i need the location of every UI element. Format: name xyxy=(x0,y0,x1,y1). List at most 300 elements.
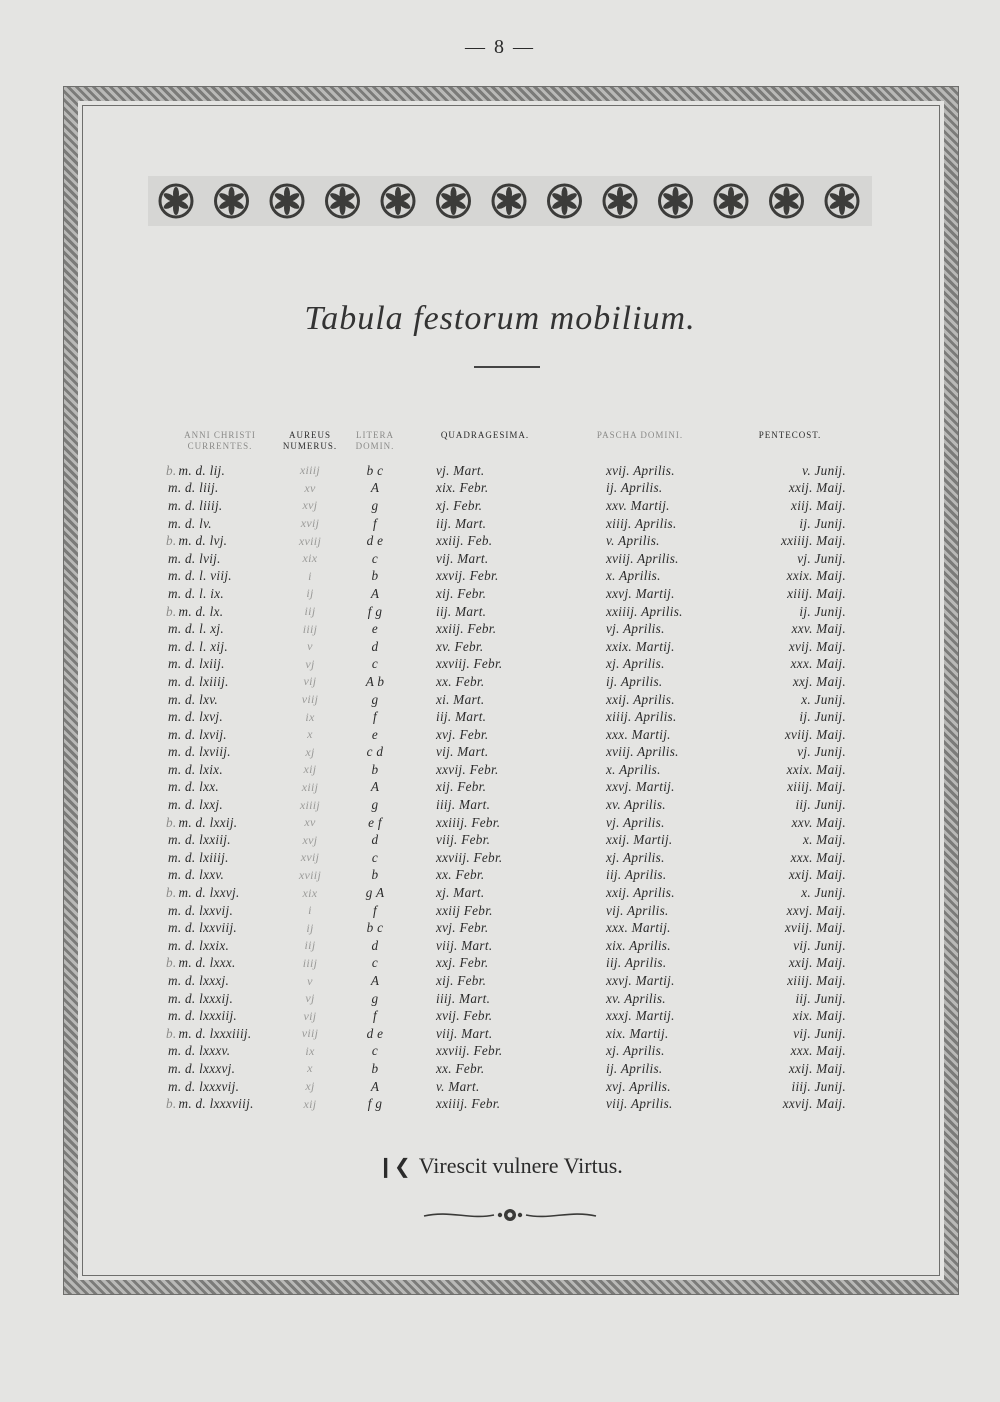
golden-number-cell: xv xyxy=(304,815,316,830)
year-label: m. d. l. xij. xyxy=(168,638,228,654)
table-row xyxy=(160,497,860,515)
year-label: m. d. lxv. xyxy=(168,691,218,707)
golden-number-cell: xij xyxy=(303,762,317,777)
pentecost-cell: iij. Junij. xyxy=(795,990,846,1006)
pentecost-cell: ij. Junij. xyxy=(799,603,846,619)
easter-cell: vij. Aprilis. xyxy=(606,902,669,918)
quadragesima-cell: xxvij. Febr. xyxy=(436,761,499,777)
pentecost-cell: ij. Junij. xyxy=(799,709,846,725)
movable-feasts-table xyxy=(160,430,860,1113)
golden-number-cell: ij xyxy=(306,586,314,601)
table-row xyxy=(160,1060,860,1078)
quadragesima-cell: xx. Febr. xyxy=(436,673,485,689)
easter-cell: xxvj. Martij. xyxy=(606,585,675,601)
quadragesima-cell: xxviij. Febr. xyxy=(436,849,503,865)
golden-number-cell: xvj xyxy=(302,832,318,847)
dominical-letter-cell: b xyxy=(371,568,379,584)
year-label: m. d. lxvij. xyxy=(168,726,227,742)
pentecost-cell: xxx. Maij. xyxy=(790,849,846,865)
motto-text: Virescit vulnere Virtus. xyxy=(418,1153,623,1178)
easter-cell: xxv. Martij. xyxy=(606,497,670,513)
dominical-letter-cell: d xyxy=(371,832,379,848)
dominical-letter-cell: f xyxy=(373,902,377,918)
year-cell xyxy=(160,462,280,480)
quadragesima-cell: xxviij. Febr. xyxy=(436,1043,503,1059)
year-cell xyxy=(160,497,280,515)
year-label: m. d. lvij. xyxy=(168,550,221,566)
header-quadragesima: QUADRAGESIMA. xyxy=(440,430,530,440)
easter-cell: xxx. Martij. xyxy=(606,920,671,936)
table-row xyxy=(160,761,860,779)
pentecost-cell: xiij. Maij. xyxy=(791,497,846,513)
easter-cell: xvj. Aprilis. xyxy=(606,1078,671,1094)
table-row xyxy=(160,972,860,990)
dominical-letter-cell: d xyxy=(371,937,379,953)
pentecost-cell: xiiij. Maij. xyxy=(787,973,846,989)
table-row xyxy=(160,568,860,586)
year-cell xyxy=(160,585,280,603)
year-cell xyxy=(160,550,280,568)
pentecost-cell: xiiij. Maij. xyxy=(787,585,846,601)
easter-cell: xix. Aprilis. xyxy=(606,937,671,953)
easter-cell: iij. Aprilis. xyxy=(606,867,667,883)
table-row xyxy=(160,603,860,621)
pentecost-cell: xxvj. Maij. xyxy=(786,902,846,918)
page-number: — 8 — xyxy=(465,36,535,58)
pentecost-cell: xxx. Maij. xyxy=(790,656,846,672)
dominical-letter-cell: e xyxy=(371,621,379,637)
table-row xyxy=(160,480,860,498)
golden-number-cell: v xyxy=(307,639,313,654)
table-row xyxy=(160,1025,860,1043)
year-cell xyxy=(160,726,280,744)
page-title: Tabula festorum mobilium. xyxy=(304,300,696,337)
bissextile-mark: b. xyxy=(166,1025,177,1041)
pentecost-cell: iij. Junij. xyxy=(795,797,846,813)
year-cell xyxy=(160,1043,280,1061)
closing-flourish xyxy=(420,1206,600,1224)
pentecost-cell: xxj. Maij. xyxy=(792,673,846,689)
year-label: m. d. lij. xyxy=(178,462,226,478)
year-cell xyxy=(160,796,280,814)
quadragesima-cell: xij. Febr. xyxy=(436,585,487,601)
pentecost-cell: xxix. Maij. xyxy=(786,568,846,584)
year-label: m. d. liij. xyxy=(168,480,219,496)
dominical-letter-cell: f g xyxy=(367,603,383,619)
dominical-letter-cell: A xyxy=(370,585,380,601)
dominical-letter-cell: b c xyxy=(366,920,384,936)
pentecost-cell: vij. Junij. xyxy=(793,1025,846,1041)
quadragesima-cell: vij. Mart. xyxy=(436,744,489,760)
table-row xyxy=(160,1078,860,1096)
year-label: m. d. lxiiij. xyxy=(168,849,229,865)
quadragesima-cell: xi. Mart. xyxy=(436,691,485,707)
golden-number-cell: i xyxy=(308,903,312,918)
year-label: m. d. lxxix. xyxy=(168,937,230,953)
pentecost-cell: xxv. Maij. xyxy=(791,621,846,637)
dominical-letter-cell: g xyxy=(371,990,379,1006)
quadragesima-cell: xx. Febr. xyxy=(436,867,485,883)
year-label: m. d. lxxxvij. xyxy=(168,1078,240,1094)
dominical-letter-cell: A b xyxy=(365,673,385,689)
easter-cell: xvij. Aprilis. xyxy=(606,462,675,478)
year-label: m. d. lxxxij. xyxy=(168,990,234,1006)
year-label: m. d. lxxxiij. xyxy=(168,1008,238,1024)
table-row xyxy=(160,638,860,656)
easter-cell: ij. Aprilis. xyxy=(606,480,663,496)
table-row xyxy=(160,462,860,480)
golden-number-cell: xij xyxy=(303,1096,317,1111)
header-easter: PASCHA DOMINI. xyxy=(596,430,684,440)
table-row xyxy=(160,620,860,638)
easter-cell: xviij. Aprilis. xyxy=(606,744,679,760)
pentecost-cell: xxij. Maij. xyxy=(788,1060,846,1076)
golden-number-cell: x xyxy=(307,1061,313,1076)
golden-number-cell: xviij xyxy=(298,867,322,882)
header-golden-number: AUREUS NUMERUS. xyxy=(282,430,338,451)
year-cell xyxy=(160,814,280,832)
easter-cell: xxiiij. Aprilis. xyxy=(606,603,683,619)
year-label: m. d. lxxxiiij. xyxy=(178,1025,252,1041)
dominical-letter-cell: g xyxy=(371,497,379,513)
golden-number-cell: xiiij xyxy=(299,797,321,812)
quadragesima-cell: xij. Febr. xyxy=(436,779,487,795)
easter-cell: xv. Aprilis. xyxy=(606,990,666,1006)
dominical-letter-cell: A xyxy=(370,480,380,496)
easter-cell: xiiij. Aprilis. xyxy=(606,709,677,725)
year-cell xyxy=(160,568,280,586)
bissextile-mark: b. xyxy=(166,1096,177,1112)
year-label: m. d. lxxxv. xyxy=(168,1043,231,1059)
golden-number-cell: ix xyxy=(305,1043,315,1058)
pentecost-cell: x. Junij. xyxy=(801,691,846,707)
year-cell xyxy=(160,691,280,709)
pentecost-cell: xviij. Maij. xyxy=(784,920,846,936)
dominical-letter-cell: A xyxy=(370,779,380,795)
pentecost-cell: xvij. Maij. xyxy=(788,638,846,654)
pentecost-cell: xxix. Maij. xyxy=(786,761,846,777)
quadragesima-cell: xj. Mart. xyxy=(436,885,485,901)
easter-cell: iij. Aprilis. xyxy=(606,955,667,971)
easter-cell: v. Aprilis. xyxy=(606,533,660,549)
easter-cell: xiiij. Aprilis. xyxy=(606,515,677,531)
bissextile-mark: b. xyxy=(166,814,177,830)
table-row xyxy=(160,955,860,973)
header-dominical-letter: LITERA DOMIN. xyxy=(355,430,395,451)
year-label: m. d. lxix. xyxy=(168,761,223,777)
table-row xyxy=(160,1043,860,1061)
dominical-letter-cell: c xyxy=(371,550,379,566)
pentecost-cell: xxij. Maij. xyxy=(788,867,846,883)
golden-number-cell: xiiij xyxy=(299,463,321,478)
year-cell xyxy=(160,656,280,674)
easter-cell: xxij. Aprilis. xyxy=(606,885,675,901)
table-row xyxy=(160,726,860,744)
year-cell xyxy=(160,849,280,867)
table-row xyxy=(160,867,860,885)
quadragesima-cell: xvj. Febr. xyxy=(436,726,489,742)
quadragesima-cell: xxiij. Feb. xyxy=(436,533,493,549)
quadragesima-cell: xvj. Febr. xyxy=(436,920,489,936)
pentecost-cell: xviij. Maij. xyxy=(784,726,846,742)
golden-number-cell: vj xyxy=(305,991,315,1006)
easter-cell: viij. Aprilis. xyxy=(606,1096,673,1112)
floral-ornament-band xyxy=(148,176,872,226)
table-row xyxy=(160,691,860,709)
pilcrow-icon: ❙❮ xyxy=(377,1154,411,1178)
year-label: m. d. lxxj. xyxy=(168,797,223,813)
year-cell xyxy=(160,532,280,550)
year-cell xyxy=(160,902,280,920)
year-label: m. d. lxxxj. xyxy=(168,973,230,989)
quadragesima-cell: xv. Febr. xyxy=(436,638,484,654)
year-label: m. d. lx. xyxy=(178,603,224,619)
table-row xyxy=(160,831,860,849)
quadragesima-cell: xj. Febr. xyxy=(436,497,483,513)
quadragesima-cell: xxj. Febr. xyxy=(436,955,489,971)
quadragesima-cell: iiij. Mart. xyxy=(436,990,491,1006)
dominical-letter-cell: A xyxy=(370,1078,380,1094)
pentecost-cell: xxx. Maij. xyxy=(790,1043,846,1059)
golden-number-cell: xv xyxy=(304,480,316,495)
golden-number-cell: xvij xyxy=(300,850,320,865)
golden-number-cell: xvij xyxy=(300,516,320,531)
dominical-letter-cell: g A xyxy=(365,885,385,901)
golden-number-cell: iij xyxy=(304,604,316,619)
easter-cell: x. Aprilis. xyxy=(606,568,661,584)
dominical-letter-cell: b c xyxy=(366,462,384,478)
easter-cell: xj. Aprilis. xyxy=(606,656,665,672)
year-label: m. d. lxxiij. xyxy=(168,832,231,848)
golden-number-cell: xvj xyxy=(302,498,318,513)
easter-cell: xj. Aprilis. xyxy=(606,849,665,865)
year-label: m. d. lxxij. xyxy=(178,814,238,830)
dominical-letter-cell: f xyxy=(373,1008,377,1024)
quadragesima-cell: iij. Mart. xyxy=(436,709,487,725)
title-rule xyxy=(474,366,540,368)
golden-number-cell: xj xyxy=(305,744,315,759)
year-cell xyxy=(160,620,280,638)
year-label: m. d. lxxvj. xyxy=(178,885,240,901)
table-row xyxy=(160,990,860,1008)
year-cell xyxy=(160,919,280,937)
golden-number-cell: ix xyxy=(305,709,315,724)
quadragesima-cell: xxiij. Febr. xyxy=(436,621,497,637)
golden-number-cell: iiij xyxy=(302,621,318,636)
pentecost-cell: x. Junij. xyxy=(801,885,846,901)
year-cell xyxy=(160,990,280,1008)
dominical-letter-cell: d e xyxy=(366,1025,384,1041)
table-row xyxy=(160,902,860,920)
table-row xyxy=(160,814,860,832)
dominical-letter-cell: e xyxy=(371,726,379,742)
header-years: ANNI CHRISTI CURRENTES. xyxy=(184,430,256,451)
pentecost-cell: xxij. Maij. xyxy=(788,480,846,496)
year-cell xyxy=(160,1007,280,1025)
table-row xyxy=(160,532,860,550)
year-label: m. d. lxviij. xyxy=(168,744,231,760)
year-cell xyxy=(160,972,280,990)
table-row xyxy=(160,515,860,533)
year-cell xyxy=(160,779,280,797)
quadragesima-cell: xxvij. Febr. xyxy=(436,568,499,584)
year-label: m. d. liiij. xyxy=(168,497,223,513)
quadragesima-cell: xxiiij. Febr. xyxy=(436,1096,501,1112)
year-label: m. d. lxx. xyxy=(168,779,219,795)
quadragesima-cell: iij. Mart. xyxy=(436,515,487,531)
easter-cell: xxx. Martij. xyxy=(606,726,671,742)
golden-number-cell: vij xyxy=(303,1008,317,1023)
golden-number-cell: i xyxy=(308,568,312,583)
quadragesima-cell: v. Mart. xyxy=(436,1078,480,1094)
year-cell xyxy=(160,1025,280,1043)
pentecost-cell: xxvij. Maij. xyxy=(782,1096,846,1112)
pentecost-cell: xxv. Maij. xyxy=(791,814,846,830)
table-row xyxy=(160,744,860,762)
dominical-letter-cell: c xyxy=(371,1043,379,1059)
year-label: m. d. lvj. xyxy=(178,533,228,549)
table-row xyxy=(160,937,860,955)
quadragesima-cell: vj. Mart. xyxy=(436,462,485,478)
year-cell xyxy=(160,831,280,849)
golden-number-cell: ij xyxy=(306,920,314,935)
golden-number-cell: vij xyxy=(303,674,317,689)
dominical-letter-cell: f xyxy=(373,515,377,531)
golden-number-cell: iij xyxy=(304,938,316,953)
quadragesima-cell: vij. Mart. xyxy=(436,550,489,566)
easter-cell: xxvj. Martij. xyxy=(606,973,675,989)
table-row xyxy=(160,585,860,603)
year-label: m. d. lxvj. xyxy=(168,709,223,725)
quadragesima-cell: xxviij. Febr. xyxy=(436,656,503,672)
year-label: m. d. lv. xyxy=(168,515,212,531)
dominical-letter-cell: b xyxy=(371,1060,379,1076)
year-cell xyxy=(160,1078,280,1096)
golden-number-cell: viij xyxy=(301,692,319,707)
quadragesima-cell: xij. Febr. xyxy=(436,973,487,989)
pentecost-cell: vij. Junij. xyxy=(793,937,846,953)
quadragesima-cell: viij. Febr. xyxy=(436,832,491,848)
year-label: m. d. l. xj. xyxy=(168,621,224,637)
dominical-letter-cell: c xyxy=(371,955,379,971)
table-row xyxy=(160,1007,860,1025)
table-row xyxy=(160,656,860,674)
quadragesima-cell: viij. Mart. xyxy=(436,937,493,953)
table-row xyxy=(160,673,860,691)
pentecost-cell: iiij. Junij. xyxy=(791,1078,846,1094)
dominical-letter-cell: g xyxy=(371,797,379,813)
year-label: m. d. lxxxviij. xyxy=(178,1096,254,1112)
easter-cell: xxij. Martij. xyxy=(606,832,673,848)
golden-number-cell: vj xyxy=(305,656,315,671)
easter-cell: vj. Aprilis. xyxy=(606,814,665,830)
golden-number-cell: x xyxy=(307,727,313,742)
dominical-letter-cell: d xyxy=(371,638,379,654)
pentecost-cell: x. Maij. xyxy=(802,832,846,848)
easter-cell: vj. Aprilis. xyxy=(606,621,665,637)
pentecost-cell: ij. Junij. xyxy=(799,515,846,531)
dominical-letter-cell: f xyxy=(373,709,377,725)
golden-number-cell: xviij xyxy=(298,533,322,548)
header-pentecost: PENTECOST. xyxy=(758,430,822,440)
pentecost-cell: xiiij. Maij. xyxy=(787,779,846,795)
golden-number-cell: xj xyxy=(305,1079,315,1094)
easter-cell: xxvj. Martij. xyxy=(606,779,675,795)
year-cell xyxy=(160,1095,280,1113)
quadragesima-cell: xxiij Febr. xyxy=(436,902,493,918)
year-cell xyxy=(160,1060,280,1078)
pentecost-cell: v. Junij. xyxy=(802,462,846,478)
easter-cell: ij. Aprilis. xyxy=(606,673,663,689)
easter-cell: xxix. Martij. xyxy=(606,638,675,654)
easter-cell: x. Aprilis. xyxy=(606,761,661,777)
bissextile-mark: b. xyxy=(166,533,177,549)
year-cell xyxy=(160,761,280,779)
easter-cell: xviij. Aprilis. xyxy=(606,550,679,566)
golden-number-cell: xix xyxy=(302,885,318,900)
bissextile-mark: b. xyxy=(166,955,177,971)
year-cell xyxy=(160,708,280,726)
dominical-letter-cell: c d xyxy=(366,744,384,760)
year-cell xyxy=(160,638,280,656)
bissextile-mark: b. xyxy=(166,462,177,478)
quadragesima-cell: xx. Febr. xyxy=(436,1060,485,1076)
pentecost-cell: xix. Maij. xyxy=(792,1008,846,1024)
table-row xyxy=(160,884,860,902)
year-label: m. d. lxxv. xyxy=(168,867,225,883)
year-label: m. d. lxxx. xyxy=(178,955,236,971)
year-cell xyxy=(160,744,280,762)
table-row xyxy=(160,708,860,726)
year-cell xyxy=(160,955,280,973)
year-cell xyxy=(160,937,280,955)
year-cell xyxy=(160,867,280,885)
year-cell xyxy=(160,515,280,533)
easter-cell: xxij. Aprilis. xyxy=(606,691,675,707)
pentecost-cell: vj. Junij. xyxy=(797,550,846,566)
golden-number-cell: viij xyxy=(301,1026,319,1041)
golden-number-cell: v xyxy=(307,973,313,988)
easter-cell: xix. Martij. xyxy=(606,1025,669,1041)
bissextile-mark: b. xyxy=(166,885,177,901)
golden-number-cell: xiij xyxy=(301,779,319,794)
quadragesima-cell: xvij. Febr. xyxy=(436,1008,493,1024)
year-label: m. d. lxxvij. xyxy=(168,902,234,918)
easter-cell: ij. Aprilis. xyxy=(606,1060,663,1076)
year-label: m. d. lxxxvj. xyxy=(168,1060,236,1076)
table-row xyxy=(160,779,860,797)
quadragesima-cell: viij. Mart. xyxy=(436,1025,493,1041)
pentecost-cell: xxiiij. Maij. xyxy=(780,533,846,549)
quadragesima-cell: xix. Febr. xyxy=(436,480,489,496)
year-cell xyxy=(160,603,280,621)
dominical-letter-cell: c xyxy=(371,656,379,672)
table-row xyxy=(160,550,860,568)
year-label: m. d. lxxviij. xyxy=(168,920,238,936)
quadragesima-cell: iiij. Mart. xyxy=(436,797,491,813)
quadragesima-cell: xxiiij. Febr. xyxy=(436,814,501,830)
dominical-letter-cell: b xyxy=(371,761,379,777)
easter-cell: xv. Aprilis. xyxy=(606,797,666,813)
table-row xyxy=(160,849,860,867)
quadragesima-cell: iij. Mart. xyxy=(436,603,487,619)
dominical-letter-cell: c xyxy=(371,849,379,865)
year-label: m. d. l. ix. xyxy=(168,585,224,601)
year-label: m. d. lxiiij. xyxy=(168,673,229,689)
golden-number-cell: iiij xyxy=(302,955,318,970)
pentecost-cell: vj. Junij. xyxy=(797,744,846,760)
table-row xyxy=(160,1095,860,1113)
